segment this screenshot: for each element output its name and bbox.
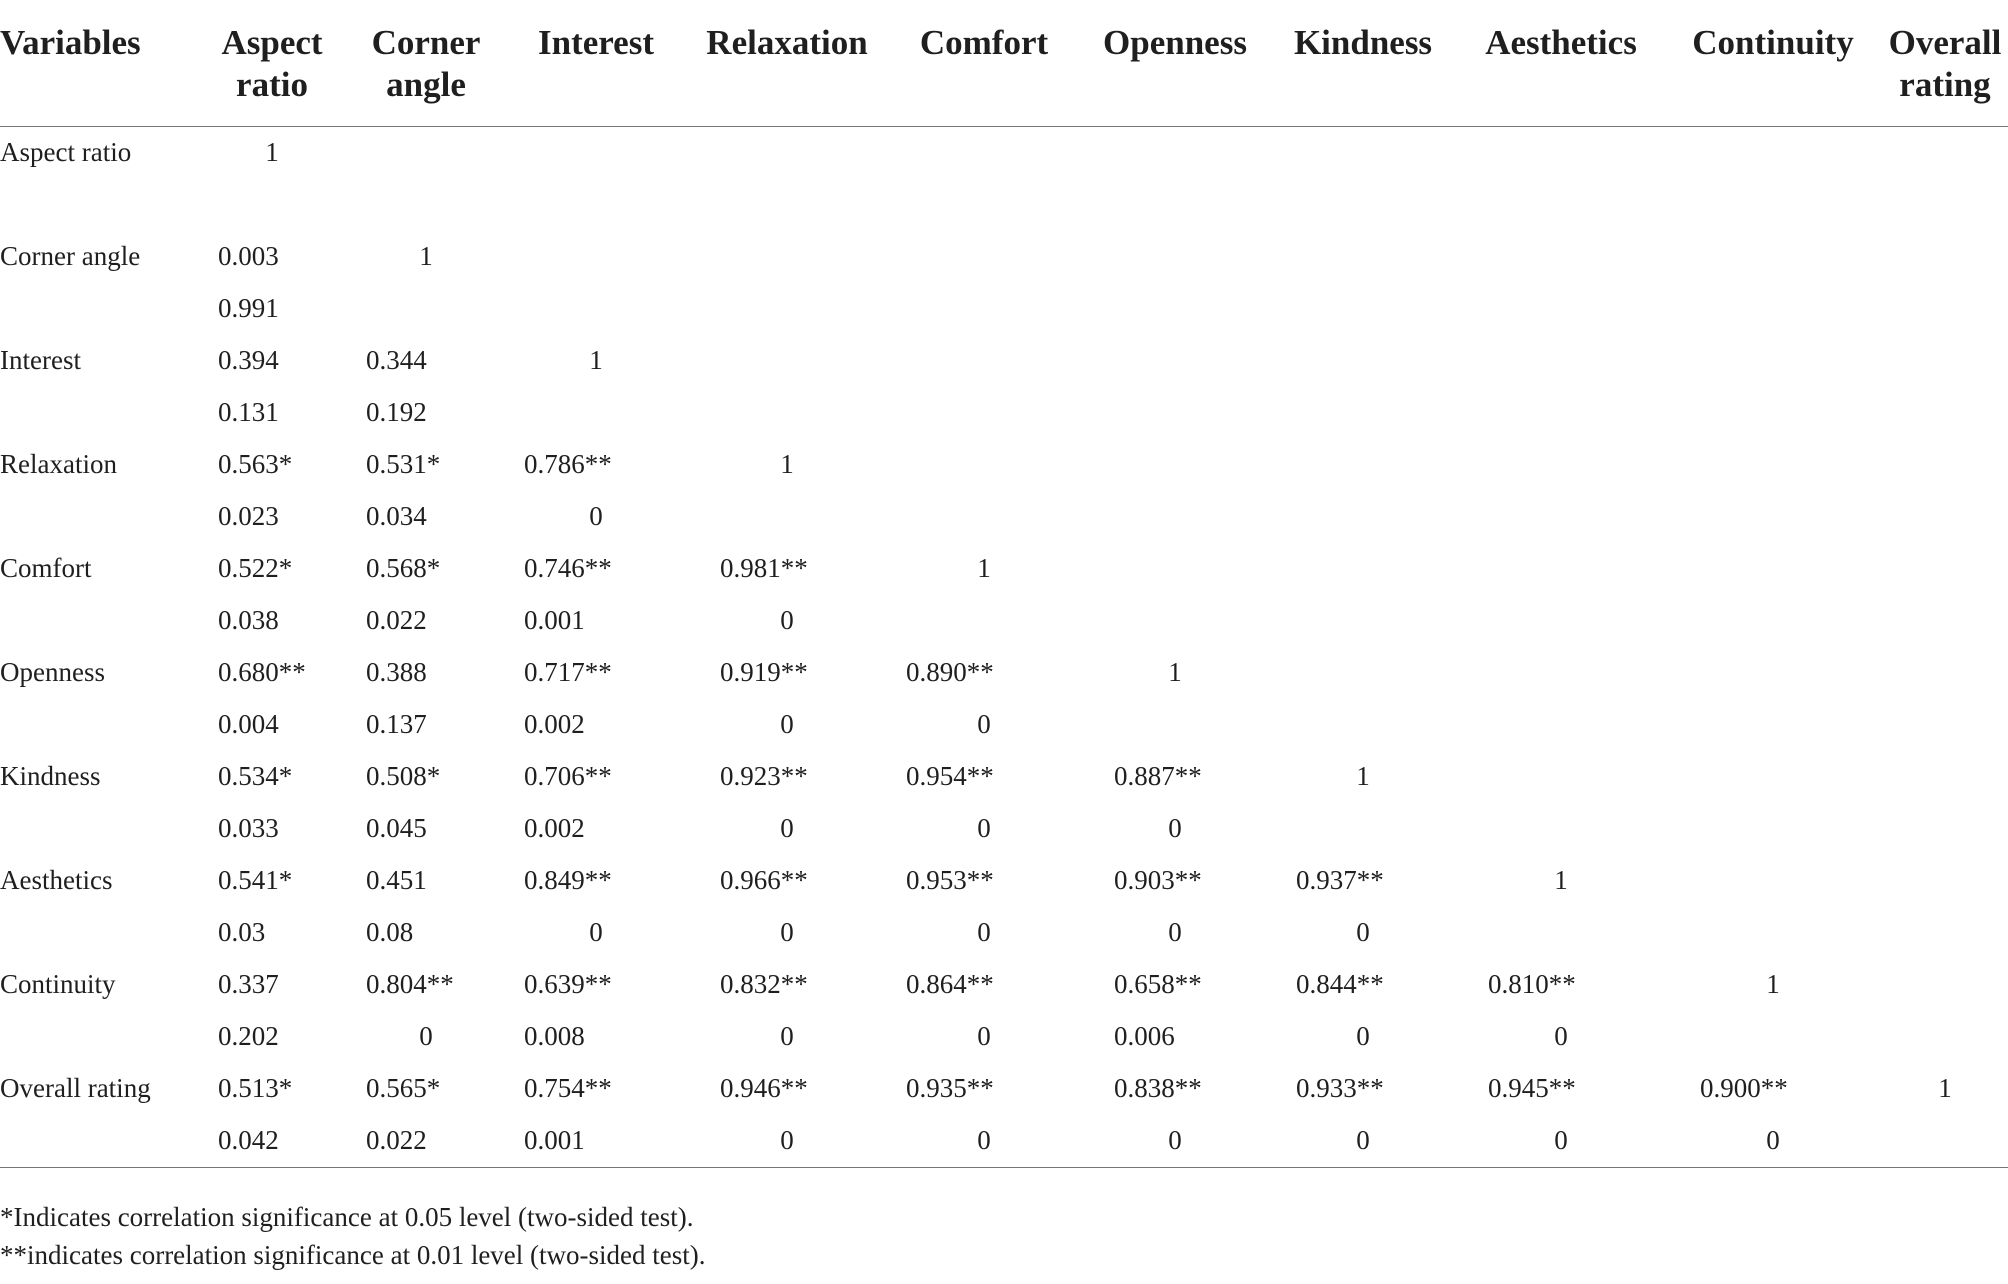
- p-value-cell: [1664, 699, 1882, 751]
- p-value-cell: [1082, 387, 1268, 439]
- correlation-cell: [1664, 335, 1882, 387]
- correlation-cell: 1: [1554, 865, 1568, 895]
- p-value-cell: 0.001: [524, 605, 585, 635]
- correlation-cell: 0.513*: [218, 1073, 293, 1103]
- table-row-pvalue: [0, 179, 2008, 231]
- correlation-cell: 0.639**: [524, 969, 612, 999]
- correlation-cell: [1268, 647, 1458, 699]
- correlation-cell: [1458, 439, 1664, 491]
- p-value-cell: [1458, 491, 1664, 543]
- correlation-cell: [1882, 126, 2008, 179]
- correlation-cell: [1664, 647, 1882, 699]
- row-label-empty: [0, 803, 196, 855]
- correlation-cell: 0.966**: [720, 865, 808, 895]
- table-row-pvalue: [0, 1011, 2008, 1063]
- correlation-cell: 1: [1766, 969, 1780, 999]
- p-value-cell: 0.991: [218, 293, 279, 323]
- p-value-cell: [1458, 803, 1664, 855]
- p-value-cell: [1458, 387, 1664, 439]
- row-label: Aspect ratio: [0, 137, 132, 167]
- table-row: [0, 855, 2008, 907]
- p-value-cell: [1664, 803, 1882, 855]
- correlation-cell: [688, 335, 886, 387]
- p-value-cell: [886, 283, 1082, 335]
- correlation-cell: 0.658**: [1114, 969, 1202, 999]
- correlation-cell: [1458, 543, 1664, 595]
- correlation-cell: 0.887**: [1114, 761, 1202, 791]
- p-value-cell: 0: [1458, 1115, 1664, 1168]
- correlation-cell: [688, 231, 886, 283]
- correlation-cell: [688, 126, 886, 179]
- correlation-cell: 0.838**: [1114, 1073, 1202, 1103]
- correlation-cell: [1268, 231, 1458, 283]
- header-row: [0, 0, 2008, 126]
- p-value-cell: 0: [1664, 1115, 1882, 1168]
- correlation-cell: [1458, 335, 1664, 387]
- correlation-cell: 0.919**: [720, 657, 808, 687]
- correlation-cell: [1082, 126, 1268, 179]
- p-value-cell: 0: [1356, 917, 1370, 947]
- p-value-cell: [1882, 907, 2008, 959]
- row-label: Comfort: [0, 553, 92, 583]
- correlation-cell: [1082, 335, 1268, 387]
- table-row: [0, 126, 2008, 179]
- correlation-cell: [1882, 855, 2008, 907]
- p-value-cell: [1458, 907, 1664, 959]
- correlation-cell: [1664, 751, 1882, 803]
- correlation-cell: [886, 126, 1082, 179]
- p-value-cell: 0: [886, 1115, 1082, 1168]
- table-row-pvalue: [0, 491, 2008, 543]
- correlation-cell: [1082, 439, 1268, 491]
- p-value-cell: 0: [1268, 1115, 1458, 1168]
- correlation-cell: 0.717**: [524, 657, 612, 687]
- p-value-cell: 0: [1082, 1115, 1268, 1168]
- p-value-cell: [1082, 179, 1268, 231]
- p-value-cell: [1664, 907, 1882, 959]
- correlation-cell: 1: [265, 137, 279, 167]
- correlation-cell: 1: [1356, 761, 1370, 791]
- row-label: Kindness: [0, 761, 101, 791]
- p-value-cell: 0: [1168, 917, 1182, 947]
- correlation-cell: 0.900**: [1700, 1073, 1788, 1103]
- correlation-cell: 0.832**: [720, 969, 808, 999]
- correlation-cell: 0.903**: [1114, 865, 1202, 895]
- correlation-cell: 1: [977, 553, 991, 583]
- correlation-cell: [1268, 543, 1458, 595]
- correlation-cell: [1882, 543, 2008, 595]
- p-value-cell: 0.023: [218, 501, 279, 531]
- p-value-cell: [688, 179, 886, 231]
- p-value-cell: [688, 283, 886, 335]
- correlation-cell: 0.945**: [1488, 1073, 1576, 1103]
- correlation-cell: [1082, 231, 1268, 283]
- correlation-cell: 0.534*: [218, 761, 293, 791]
- correlation-cell: [886, 231, 1082, 283]
- note-single-star: *Indicates correlation significance at 0.05 level (two-sided test).: [0, 1202, 694, 1232]
- header-overall-rating: Overall rating: [1882, 0, 2008, 126]
- header-comfort: Comfort: [886, 0, 1082, 126]
- p-value-cell: [1458, 699, 1664, 751]
- table-row-pvalue: [0, 595, 2008, 647]
- correlation-cell: [1458, 751, 1664, 803]
- row-label-empty: [0, 283, 196, 335]
- table-row: [0, 231, 2008, 283]
- correlation-cell: [348, 126, 504, 179]
- table-row: [0, 335, 2008, 387]
- table-body: [0, 126, 2008, 1167]
- p-value-cell: [688, 387, 886, 439]
- p-value-cell: [1458, 179, 1664, 231]
- p-value-cell: 0.137: [366, 709, 427, 739]
- row-label-empty: [0, 179, 196, 231]
- p-value-cell: [1882, 699, 2008, 751]
- row-label-empty: [0, 387, 196, 439]
- table-row: [0, 751, 2008, 803]
- p-value-cell: 0: [589, 501, 603, 531]
- correlation-cell: [1268, 126, 1458, 179]
- row-label: Overall rating: [0, 1073, 151, 1103]
- correlation-cell: [1882, 335, 2008, 387]
- p-value-cell: [1082, 699, 1268, 751]
- p-value-cell: 0.038: [218, 605, 279, 635]
- header-openness: Openness: [1082, 0, 1268, 126]
- correlation-cell: 0.954**: [906, 761, 994, 791]
- header-corner-angle: Corner angle: [348, 0, 504, 126]
- p-value-cell: [504, 179, 688, 231]
- correlation-cell: 0.680**: [218, 657, 306, 687]
- p-value-cell: 0: [688, 1115, 886, 1168]
- header-kindness: Kindness: [1268, 0, 1458, 126]
- header-interest: Interest: [504, 0, 688, 126]
- correlation-cell: 0.849**: [524, 865, 612, 895]
- correlation-cell: 0.388: [366, 657, 427, 687]
- p-value-cell: 0.002: [524, 813, 585, 843]
- p-value-cell: 0: [419, 1021, 433, 1051]
- p-value-cell: 0.131: [218, 397, 279, 427]
- correlation-cell: [1664, 126, 1882, 179]
- correlation-cell: 0.844**: [1296, 969, 1384, 999]
- p-value-cell: 0.03: [218, 917, 266, 947]
- table-notes: [0, 1198, 706, 1274]
- p-value-cell: 0.042: [196, 1115, 348, 1168]
- p-value-cell: 0.006: [1114, 1021, 1175, 1051]
- p-value-cell: [1664, 387, 1882, 439]
- p-value-cell: [1664, 491, 1882, 543]
- table-row-pvalue: [0, 387, 2008, 439]
- correlation-cell: [1268, 439, 1458, 491]
- correlation-cell: 0.568*: [366, 553, 441, 583]
- p-value-cell: [1082, 283, 1268, 335]
- p-value-cell: [886, 179, 1082, 231]
- p-value-cell: [1458, 283, 1664, 335]
- table-row-pvalue: [0, 907, 2008, 959]
- correlation-cell: 0.394: [218, 345, 279, 375]
- p-value-cell: 0.202: [218, 1021, 279, 1051]
- correlation-cell: 1: [1938, 1073, 1952, 1103]
- p-value-cell: 0: [780, 813, 794, 843]
- correlation-cell: 0.981**: [720, 553, 808, 583]
- p-value-cell: [1664, 283, 1882, 335]
- correlation-cell: 1: [780, 449, 794, 479]
- p-value-cell: 0.008: [524, 1021, 585, 1051]
- correlation-cell: 0.003: [218, 241, 279, 271]
- correlation-cell: 0.864**: [906, 969, 994, 999]
- p-value-cell: 0: [977, 813, 991, 843]
- correlation-cell: 0.923**: [720, 761, 808, 791]
- correlation-cell: [1082, 543, 1268, 595]
- correlation-cell: 1: [1168, 657, 1182, 687]
- row-label: Interest: [0, 345, 81, 375]
- note-double-star: **indicates correlation significance at 0.01 level (two-sided test).: [0, 1240, 706, 1270]
- p-value-cell: [1882, 283, 2008, 335]
- correlation-cell: 0.933**: [1296, 1073, 1384, 1103]
- p-value-cell: [1268, 595, 1458, 647]
- header-aesthetics: Aesthetics: [1458, 0, 1664, 126]
- p-value-cell: [1268, 803, 1458, 855]
- table-row: [0, 959, 2008, 1011]
- correlation-cell: 0.522*: [218, 553, 293, 583]
- p-value-cell: [1268, 387, 1458, 439]
- p-value-cell: 0.192: [366, 397, 427, 427]
- p-value-cell: 0: [780, 1021, 794, 1051]
- row-label: Corner angle: [0, 241, 141, 271]
- correlation-cell: 0.508*: [366, 761, 441, 791]
- p-value-cell: 0: [1554, 1021, 1568, 1051]
- p-value-cell: 0.001: [504, 1115, 688, 1168]
- p-value-cell: 0: [780, 709, 794, 739]
- p-value-cell: [1882, 595, 2008, 647]
- correlation-cell: [504, 231, 688, 283]
- correlation-cell: 0.746**: [524, 553, 612, 583]
- p-value-cell: [1882, 1011, 2008, 1063]
- correlation-cell: 0.810**: [1488, 969, 1576, 999]
- table-row-pvalue: [0, 699, 2008, 751]
- p-value-cell: [1664, 179, 1882, 231]
- p-value-cell: [1268, 179, 1458, 231]
- correlation-cell: [1268, 335, 1458, 387]
- p-value-cell: [1882, 1115, 2008, 1168]
- correlation-cell: 0.706**: [524, 761, 612, 791]
- p-value-cell: 0.004: [218, 709, 279, 739]
- p-value-cell: [886, 595, 1082, 647]
- header-aspect-ratio: Aspect ratio: [196, 0, 348, 126]
- table-row-pvalue: [0, 1115, 2008, 1168]
- row-label: Relaxation: [0, 449, 117, 479]
- correlation-cell: [504, 126, 688, 179]
- table-row: [0, 1063, 2008, 1115]
- row-label: Aesthetics: [0, 865, 113, 895]
- correlation-cell: [1882, 647, 2008, 699]
- correlation-cell: 0.946**: [720, 1073, 808, 1103]
- p-value-cell: [1458, 595, 1664, 647]
- p-value-cell: 0: [977, 1021, 991, 1051]
- p-value-cell: [1882, 491, 2008, 543]
- correlation-cell: 0.565*: [366, 1073, 441, 1103]
- correlation-cell: [1664, 231, 1882, 283]
- p-value-cell: 0.022: [348, 1115, 504, 1168]
- table-row-pvalue: [0, 803, 2008, 855]
- p-value-cell: [196, 179, 348, 231]
- correlation-cell: 0.937**: [1296, 865, 1384, 895]
- p-value-cell: [1268, 283, 1458, 335]
- table-row-pvalue: [0, 283, 2008, 335]
- p-value-cell: [886, 387, 1082, 439]
- row-label: Openness: [0, 657, 105, 687]
- p-value-cell: 0.034: [366, 501, 427, 531]
- correlation-cell: [1664, 855, 1882, 907]
- p-value-cell: 0.002: [524, 709, 585, 739]
- row-label-empty: [0, 1115, 196, 1168]
- header-variables: Variables: [0, 0, 196, 126]
- row-label: Continuity: [0, 969, 116, 999]
- correlation-cell: 0.337: [218, 969, 279, 999]
- table-row: [0, 439, 2008, 491]
- correlation-cell: 0.754**: [524, 1073, 612, 1103]
- correlation-cell: 0.531*: [366, 449, 441, 479]
- p-value-cell: 0: [780, 605, 794, 635]
- correlation-cell: [1882, 751, 2008, 803]
- row-label-empty: [0, 1011, 196, 1063]
- correlation-cell: [1882, 439, 2008, 491]
- p-value-cell: 0.045: [366, 813, 427, 843]
- row-label-empty: [0, 699, 196, 751]
- correlation-cell: 0.786**: [524, 449, 612, 479]
- correlation-cell: [1458, 126, 1664, 179]
- correlation-cell: [1664, 439, 1882, 491]
- p-value-cell: [1664, 1011, 1882, 1063]
- row-label-empty: [0, 595, 196, 647]
- correlation-cell: 0.451: [366, 865, 427, 895]
- correlation-cell: [886, 439, 1082, 491]
- p-value-cell: [1268, 491, 1458, 543]
- p-value-cell: [1882, 803, 2008, 855]
- correlation-cell: [1882, 231, 2008, 283]
- p-value-cell: [1882, 179, 2008, 231]
- correlation-cell: [1664, 543, 1882, 595]
- correlation-cell: [1458, 647, 1664, 699]
- p-value-cell: [504, 283, 688, 335]
- p-value-cell: [1082, 595, 1268, 647]
- correlation-cell: [1458, 231, 1664, 283]
- row-label-empty: [0, 491, 196, 543]
- correlation-cell: 0.541*: [218, 865, 293, 895]
- correlation-cell: 0.953**: [906, 865, 994, 895]
- p-value-cell: [1882, 387, 2008, 439]
- correlation-cell: 1: [419, 241, 433, 271]
- p-value-cell: 0.022: [366, 605, 427, 635]
- p-value-cell: [1268, 699, 1458, 751]
- header-relaxation: Relaxation: [688, 0, 886, 126]
- p-value-cell: 0: [780, 917, 794, 947]
- p-value-cell: 0: [977, 917, 991, 947]
- p-value-cell: [348, 179, 504, 231]
- p-value-cell: [348, 283, 504, 335]
- correlation-cell: 0.935**: [906, 1073, 994, 1103]
- header-continuity: Continuity: [1664, 0, 1882, 126]
- p-value-cell: 0: [1356, 1021, 1370, 1051]
- correlation-cell: 1: [589, 345, 603, 375]
- p-value-cell: 0: [589, 917, 603, 947]
- correlation-cell: 0.804**: [366, 969, 454, 999]
- p-value-cell: 0: [1168, 813, 1182, 843]
- row-label-empty: [0, 907, 196, 959]
- p-value-cell: [504, 387, 688, 439]
- correlation-cell: 0.344: [366, 345, 427, 375]
- correlation-cell: [886, 335, 1082, 387]
- correlation-cell: 0.563*: [218, 449, 293, 479]
- p-value-cell: [886, 491, 1082, 543]
- table-row: [0, 543, 2008, 595]
- p-value-cell: 0.08: [366, 917, 414, 947]
- table-row: [0, 647, 2008, 699]
- p-value-cell: 0.033: [218, 813, 279, 843]
- p-value-cell: [688, 491, 886, 543]
- p-value-cell: [1082, 491, 1268, 543]
- p-value-cell: 0: [977, 709, 991, 739]
- p-value-cell: [1664, 595, 1882, 647]
- correlation-cell: [1882, 959, 2008, 1011]
- correlation-cell: 0.890**: [906, 657, 994, 687]
